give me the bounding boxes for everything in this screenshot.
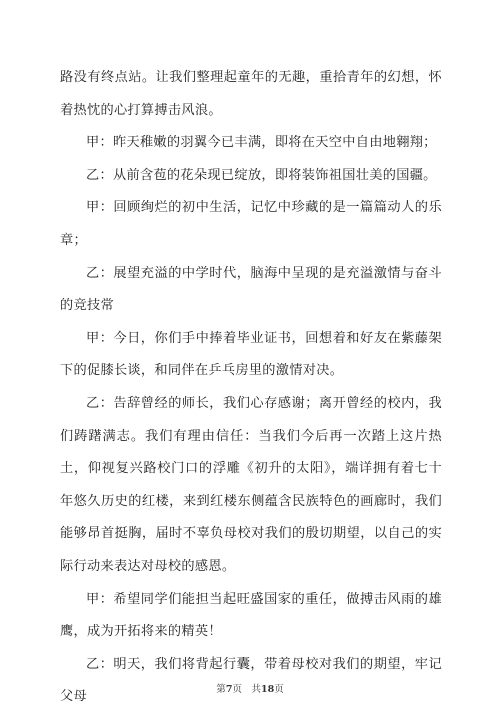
paragraph-3: 乙：从前含苞的花朵现已绽放，即将装饰祖国壮美的国疆。 xyxy=(86,167,437,183)
paragraph-8: 甲：希望同学们能担当起旺盛国家的重任，做搏击风雨的雄鹰，成为开拓将来的精英！ xyxy=(60,591,442,640)
footer-suffix: 页 xyxy=(274,684,284,695)
footer-page-number: 7 xyxy=(225,684,233,695)
paragraph-9: 乙：明天，我们将背起行囊，带着母校对我们的期望，牢记父母 xyxy=(60,656,442,705)
footer-middle: 页 共 xyxy=(232,684,261,695)
paragraph-7: 乙：告辞曾经的师长，我们心存感谢；离开曾经的校内，我们踌躇满志。我们有理由信任：当我们今后再一次踏上这片热土，仰视复兴路校门口的浮雕《初升的太阳》，端详拥有着七十年悠久历史的红楼，来到红楼东侧蕴含民族特色的画廊时，我们能够昂首挺胸，届时不辜负母校对我们的殷切期望，以自己的实际行动来表达对母校的感恩。 xyxy=(60,395,442,574)
footer-prefix: 第 xyxy=(216,684,226,695)
document-body xyxy=(60,62,442,714)
paragraph-4: 甲：回顾绚烂的初中生活，记忆中珍藏的是一篇篇动人的乐章； xyxy=(60,200,442,248)
paragraph-5: 乙：展望充溢的中学时代，脑海中呈现的是充溢激情与奋斗的竞技常 xyxy=(60,265,442,314)
page-footer xyxy=(0,681,500,695)
paragraph-2: 甲：昨天稚嫩的羽翼今已丰满，即将在天空中自由地翱翔； xyxy=(86,135,437,151)
paragraph-6: 甲：今日，你们手中捧着毕业证书，回想着和好友在紫藤架下的促膝长谈，和同伴在乒乓房里的激情对决。 xyxy=(60,330,442,379)
paragraph-1: 路没有终点站。让我们整理起童年的无趣，重拾青年的幻想，怀着热忱的心打算搏击风浪。 xyxy=(60,70,442,118)
footer-total-pages: 18 xyxy=(260,684,275,695)
